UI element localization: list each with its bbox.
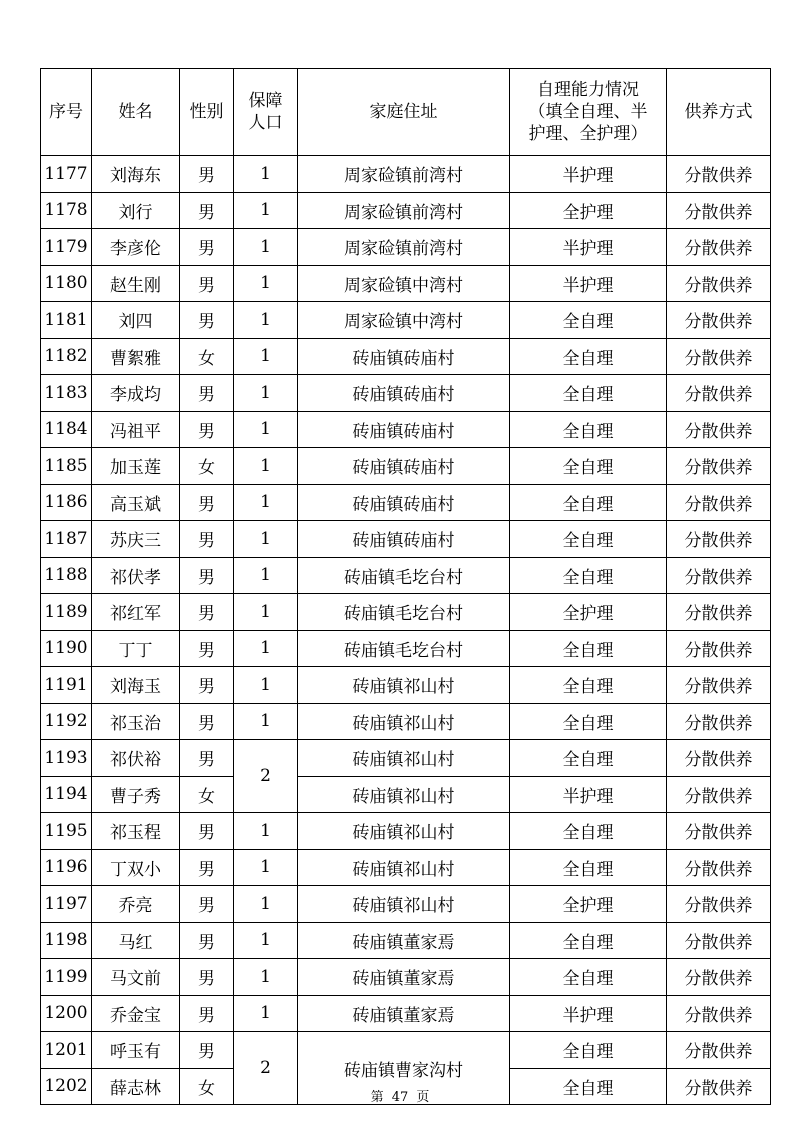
cell-address: 砖庙镇祁山村 [298, 667, 510, 704]
cell-name: 丁丁 [92, 630, 180, 667]
header-covered: 保障人口 [234, 69, 298, 156]
cell-ability: 全自理 [510, 557, 667, 594]
cell-ability: 半护理 [510, 156, 667, 193]
cell-name: 刘行 [92, 192, 180, 229]
cell-name: 赵生刚 [92, 265, 180, 302]
cell-support: 分散供养 [667, 886, 771, 923]
cell-ability: 全自理 [510, 484, 667, 521]
cell-covered: 1 [234, 484, 298, 521]
cell-gender: 男 [180, 667, 234, 704]
cell-covered: 1 [234, 995, 298, 1032]
cell-name: 祁伏裕 [92, 740, 180, 777]
cell-covered: 1 [234, 411, 298, 448]
cell-covered: 1 [234, 922, 298, 959]
cell-ability: 全自理 [510, 667, 667, 704]
cell-seq: 1200 [41, 995, 92, 1032]
cell-gender: 男 [180, 886, 234, 923]
cell-covered: 1 [234, 667, 298, 704]
cell-covered: 1 [234, 229, 298, 266]
cell-name: 加玉莲 [92, 448, 180, 485]
cell-seq: 1188 [41, 557, 92, 594]
cell-ability: 全自理 [510, 338, 667, 375]
cell-support: 分散供养 [667, 448, 771, 485]
cell-address: 砖庙镇祁山村 [298, 776, 510, 813]
cell-support: 分散供养 [667, 740, 771, 777]
cell-name: 呼玉有 [92, 1032, 180, 1069]
cell-support: 分散供养 [667, 959, 771, 996]
cell-covered: 2 [234, 1032, 298, 1105]
cell-ability: 全自理 [510, 813, 667, 850]
cell-gender: 男 [180, 375, 234, 412]
table-row [41, 740, 771, 777]
cell-address: 砖庙镇曹家沟村 [298, 1032, 510, 1105]
cell-address: 砖庙镇毛圪台村 [298, 557, 510, 594]
cell-seq: 1181 [41, 302, 92, 339]
cell-address: 砖庙镇砖庙村 [298, 338, 510, 375]
table-row [41, 557, 771, 594]
cell-address: 砖庙镇砖庙村 [298, 411, 510, 448]
cell-seq: 1195 [41, 813, 92, 850]
header-gender: 性别 [180, 69, 234, 156]
cell-support: 分散供养 [667, 594, 771, 631]
cell-gender: 男 [180, 229, 234, 266]
page-footer [0, 1086, 800, 1105]
table-row [41, 156, 771, 193]
cell-support: 分散供养 [667, 192, 771, 229]
cell-name: 乔金宝 [92, 995, 180, 1032]
cell-name: 刘海玉 [92, 667, 180, 704]
cell-ability: 半护理 [510, 995, 667, 1032]
cell-covered: 1 [234, 521, 298, 558]
footer-page-number: 47 [391, 1090, 409, 1105]
table-row [41, 521, 771, 558]
cell-gender: 女 [180, 338, 234, 375]
cell-name: 丁双小 [92, 849, 180, 886]
table-row [41, 375, 771, 412]
welfare-roster-table [40, 68, 771, 1105]
cell-support: 分散供养 [667, 813, 771, 850]
cell-gender: 男 [180, 557, 234, 594]
cell-ability: 全自理 [510, 922, 667, 959]
cell-address: 周家硷镇中湾村 [298, 302, 510, 339]
table-row [41, 1032, 771, 1069]
cell-ability: 全自理 [510, 521, 667, 558]
cell-seq: 1179 [41, 229, 92, 266]
cell-seq: 1177 [41, 156, 92, 193]
cell-covered: 1 [234, 813, 298, 850]
table-row [41, 411, 771, 448]
cell-support: 分散供养 [667, 302, 771, 339]
cell-seq: 1201 [41, 1032, 92, 1069]
cell-ability: 全护理 [510, 192, 667, 229]
table-row [41, 229, 771, 266]
cell-support: 分散供养 [667, 265, 771, 302]
cell-gender: 男 [180, 922, 234, 959]
cell-gender: 男 [180, 265, 234, 302]
cell-address: 砖庙镇毛圪台村 [298, 594, 510, 631]
table-row [41, 448, 771, 485]
cell-seq: 1197 [41, 886, 92, 923]
cell-name: 祁玉治 [92, 703, 180, 740]
header-support: 供养方式 [667, 69, 771, 156]
cell-name: 祁玉程 [92, 813, 180, 850]
cell-covered: 1 [234, 156, 298, 193]
cell-covered: 1 [234, 959, 298, 996]
cell-support: 分散供养 [667, 995, 771, 1032]
cell-ability: 半护理 [510, 265, 667, 302]
cell-ability: 全自理 [510, 1068, 667, 1105]
header-address: 家庭住址 [298, 69, 510, 156]
cell-gender: 男 [180, 849, 234, 886]
cell-address: 周家硷镇中湾村 [298, 265, 510, 302]
cell-gender: 男 [180, 703, 234, 740]
cell-address: 周家硷镇前湾村 [298, 192, 510, 229]
cell-address: 周家硷镇前湾村 [298, 229, 510, 266]
cell-seq: 1191 [41, 667, 92, 704]
cell-seq: 1187 [41, 521, 92, 558]
cell-gender: 男 [180, 740, 234, 777]
table-row [41, 594, 771, 631]
cell-gender: 男 [180, 521, 234, 558]
cell-covered: 1 [234, 192, 298, 229]
roster-body [41, 156, 771, 1105]
cell-support: 分散供养 [667, 156, 771, 193]
cell-ability: 全自理 [510, 375, 667, 412]
cell-support: 分散供养 [667, 338, 771, 375]
cell-seq: 1189 [41, 594, 92, 631]
cell-gender: 男 [180, 594, 234, 631]
cell-seq: 1198 [41, 922, 92, 959]
cell-name: 刘四 [92, 302, 180, 339]
table-row [41, 703, 771, 740]
cell-seq: 1178 [41, 192, 92, 229]
table-row [41, 338, 771, 375]
cell-support: 分散供养 [667, 375, 771, 412]
cell-address: 砖庙镇祁山村 [298, 849, 510, 886]
table-row [41, 776, 771, 813]
cell-covered: 1 [234, 630, 298, 667]
cell-seq: 1180 [41, 265, 92, 302]
cell-ability: 全自理 [510, 630, 667, 667]
cell-address: 砖庙镇祁山村 [298, 740, 510, 777]
cell-gender: 男 [180, 813, 234, 850]
cell-address: 周家硷镇前湾村 [298, 156, 510, 193]
cell-address: 砖庙镇砖庙村 [298, 484, 510, 521]
table-row [41, 192, 771, 229]
cell-support: 分散供养 [667, 411, 771, 448]
table-row [41, 922, 771, 959]
cell-covered: 1 [234, 703, 298, 740]
footer-prefix: 第 [370, 1090, 384, 1105]
cell-name: 祁伏孝 [92, 557, 180, 594]
cell-ability: 半护理 [510, 776, 667, 813]
cell-seq: 1186 [41, 484, 92, 521]
cell-support: 分散供养 [667, 703, 771, 740]
cell-seq: 1182 [41, 338, 92, 375]
cell-address: 砖庙镇董家焉 [298, 922, 510, 959]
cell-support: 分散供养 [667, 229, 771, 266]
cell-address: 砖庙镇董家焉 [298, 959, 510, 996]
cell-address: 砖庙镇董家焉 [298, 995, 510, 1032]
cell-seq: 1184 [41, 411, 92, 448]
cell-ability: 全护理 [510, 594, 667, 631]
cell-support: 分散供养 [667, 922, 771, 959]
table-row [41, 630, 771, 667]
cell-support: 分散供养 [667, 1068, 771, 1105]
cell-ability: 全自理 [510, 959, 667, 996]
cell-gender: 女 [180, 1068, 234, 1105]
cell-name: 高玉斌 [92, 484, 180, 521]
cell-support: 分散供养 [667, 849, 771, 886]
cell-seq: 1199 [41, 959, 92, 996]
table-row [41, 813, 771, 850]
cell-gender: 男 [180, 302, 234, 339]
cell-seq: 1196 [41, 849, 92, 886]
cell-covered: 2 [234, 740, 298, 813]
cell-gender: 女 [180, 448, 234, 485]
cell-name: 刘海东 [92, 156, 180, 193]
cell-covered: 1 [234, 338, 298, 375]
cell-covered: 1 [234, 265, 298, 302]
table-row [41, 302, 771, 339]
cell-support: 分散供养 [667, 484, 771, 521]
cell-gender: 男 [180, 192, 234, 229]
table-row [41, 667, 771, 704]
cell-ability: 全自理 [510, 411, 667, 448]
cell-ability: 全自理 [510, 448, 667, 485]
cell-address: 砖庙镇祁山村 [298, 813, 510, 850]
cell-support: 分散供养 [667, 521, 771, 558]
header-row [41, 69, 771, 156]
header-seq: 序号 [41, 69, 92, 156]
cell-address: 砖庙镇砖庙村 [298, 375, 510, 412]
cell-support: 分散供养 [667, 1032, 771, 1069]
cell-name: 李成均 [92, 375, 180, 412]
table-row [41, 995, 771, 1032]
cell-covered: 1 [234, 557, 298, 594]
cell-seq: 1194 [41, 776, 92, 813]
cell-address: 砖庙镇毛圪台村 [298, 630, 510, 667]
cell-support: 分散供养 [667, 667, 771, 704]
table-row [41, 484, 771, 521]
cell-name: 曹子秀 [92, 776, 180, 813]
cell-seq: 1202 [41, 1068, 92, 1105]
table-row [41, 849, 771, 886]
cell-ability: 全自理 [510, 703, 667, 740]
cell-covered: 1 [234, 594, 298, 631]
cell-seq: 1192 [41, 703, 92, 740]
cell-name: 曹絮雅 [92, 338, 180, 375]
cell-covered: 1 [234, 302, 298, 339]
cell-seq: 1193 [41, 740, 92, 777]
cell-gender: 男 [180, 1032, 234, 1069]
header-ability [510, 69, 667, 156]
table-row [41, 886, 771, 923]
cell-gender: 男 [180, 630, 234, 667]
cell-seq: 1185 [41, 448, 92, 485]
footer-suffix: 页 [416, 1090, 430, 1105]
cell-support: 分散供养 [667, 776, 771, 813]
cell-name: 李彦伦 [92, 229, 180, 266]
header-name: 姓名 [92, 69, 180, 156]
cell-name: 苏庆三 [92, 521, 180, 558]
cell-name: 乔亮 [92, 886, 180, 923]
table-row [41, 265, 771, 302]
cell-covered: 1 [234, 375, 298, 412]
cell-ability: 半护理 [510, 229, 667, 266]
cell-support: 分散供养 [667, 630, 771, 667]
cell-name: 马文前 [92, 959, 180, 996]
cell-address: 砖庙镇祁山村 [298, 886, 510, 923]
cell-address: 砖庙镇砖庙村 [298, 521, 510, 558]
header-ability-line2: （填全自理、半护理、全护理） [528, 102, 648, 144]
cell-ability: 全自理 [510, 740, 667, 777]
cell-address: 砖庙镇砖庙村 [298, 448, 510, 485]
cell-gender: 男 [180, 484, 234, 521]
cell-ability: 全自理 [510, 302, 667, 339]
table-row [41, 959, 771, 996]
cell-ability: 全自理 [510, 1032, 667, 1069]
cell-covered: 1 [234, 886, 298, 923]
cell-gender: 男 [180, 411, 234, 448]
cell-covered: 1 [234, 448, 298, 485]
cell-name: 祁红军 [92, 594, 180, 631]
cell-name: 马红 [92, 922, 180, 959]
header-ability-line1: 自理能力情况 [537, 80, 639, 100]
cell-name: 冯祖平 [92, 411, 180, 448]
cell-gender: 男 [180, 156, 234, 193]
cell-covered: 1 [234, 849, 298, 886]
cell-seq: 1190 [41, 630, 92, 667]
cell-ability: 全自理 [510, 849, 667, 886]
cell-address: 砖庙镇祁山村 [298, 703, 510, 740]
cell-seq: 1183 [41, 375, 92, 412]
cell-support: 分散供养 [667, 557, 771, 594]
cell-name: 薛志林 [92, 1068, 180, 1105]
cell-gender: 女 [180, 776, 234, 813]
cell-gender: 男 [180, 995, 234, 1032]
cell-ability: 全护理 [510, 886, 667, 923]
cell-gender: 男 [180, 959, 234, 996]
